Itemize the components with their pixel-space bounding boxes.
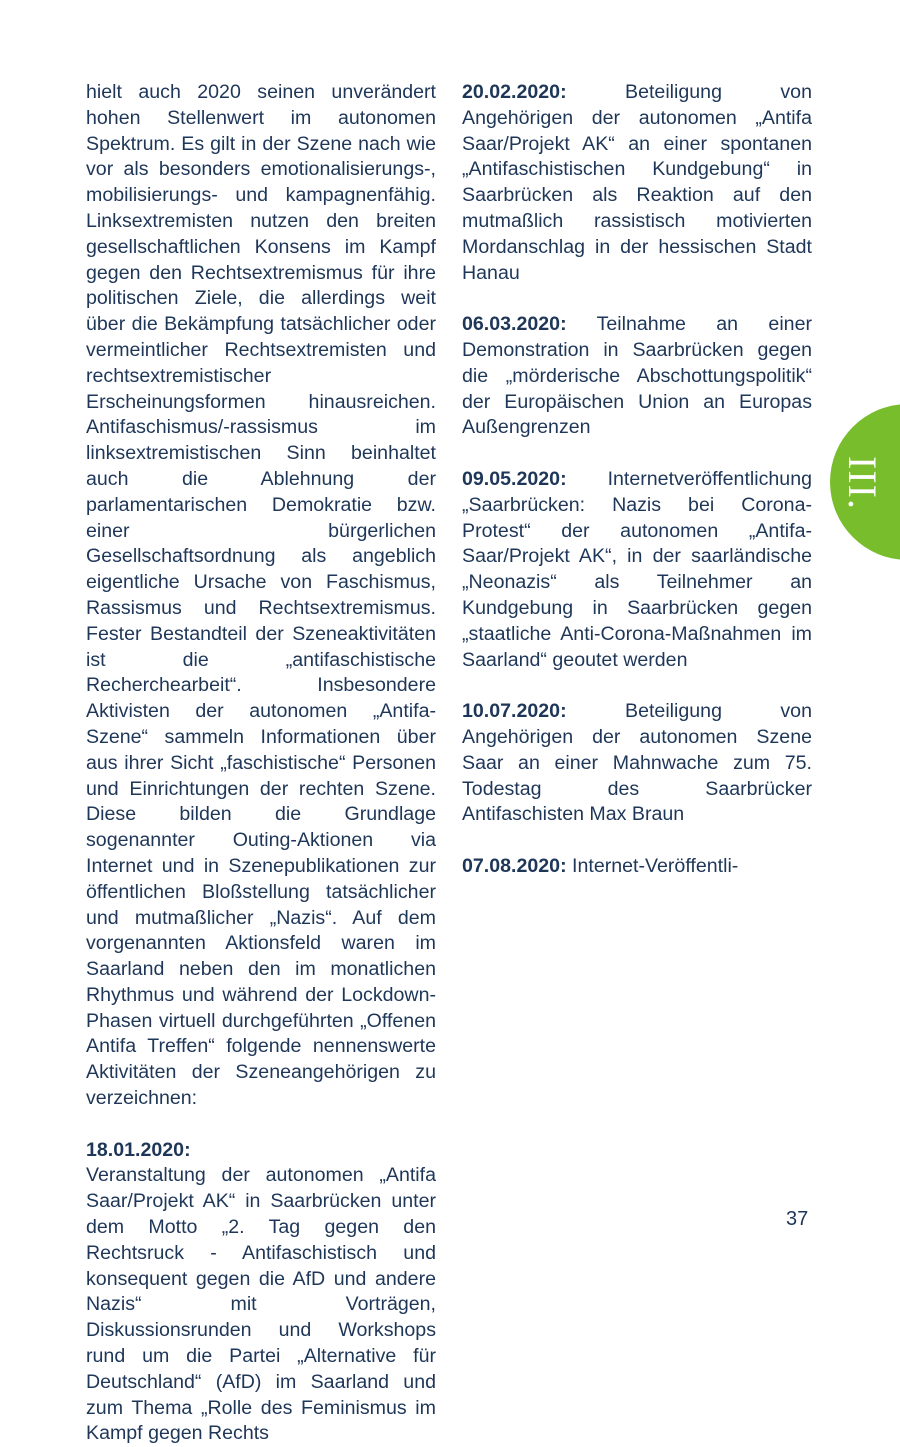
entry-text: Beteiligung von Angehörigen der autonomen Szene Saar an einer Mahnwache zum 75. Todestag des Saarbrücker Antifaschisten Max Braun xyxy=(462,700,812,826)
entry-07-08-2020 xyxy=(462,854,812,880)
right-text-column xyxy=(462,80,812,880)
entry-10-07-2020 xyxy=(462,699,812,828)
entry-date: 09.05.2020: xyxy=(462,467,567,490)
page-number: 37 xyxy=(786,1208,809,1230)
entry-text: Internetveröffentlichung „Saarbrücken: Nazis bei Corona-Protest“ der autonomen „Antifa-Saar/Projekt AK“, in der saarländische „Neonazis“ als Teilnehmer an Kundgebung in Saarbrücken gegen „staatliche Anti-Corona-Maßnahmen im Saarland“ geoutet werden xyxy=(462,467,812,671)
entry-date: 20.02.2020: xyxy=(462,81,567,103)
entry-20-02-2020 xyxy=(462,80,812,286)
entry-text: Beteiligung von Angehörigen der autonomen „Antifa Saar/Projekt AK“ an einer spontanen „Antifaschistischen Kundgebung“ in Saarbrücken als Reaktion auf den mutmaßlich rassistisch motivierten Mordanschlag in der hessischen Stadt Hanau xyxy=(462,81,812,284)
chapter-tab-label: III. xyxy=(840,456,885,510)
entry-text: Teilnahme an einer Demonstration in Saarbrücken gegen die „mörderische Abschottungspolitik“ der Europäischen Union an Europas Außengrenzen xyxy=(462,313,813,439)
entry-text: Veranstaltung der autonomen „Antifa Saar/Projekt AK“ in Saarbrücken unter dem Motto „2. Tag gegen den Rechtsruck - Antifaschistisch und konsequent gegen die AfD und andere Nazis“ mit Vorträgen, Diskussionsrunden und Workshops rund um die Partei „Alternative für Deutschland“ (AfD) im Saarland und zum Thema „Rolle des Feminismus im Kampf gegen Rechts xyxy=(86,1164,436,1445)
left-text-column xyxy=(86,80,436,1447)
entry-date: 06.03.2020: xyxy=(462,313,567,336)
entry-date: 10.07.2020: xyxy=(462,700,567,723)
entry-date: 18.01.2020: xyxy=(86,1138,191,1161)
entry-06-03-2020 xyxy=(462,312,812,441)
entry-text: Internet-Veröffentli- xyxy=(572,854,739,877)
entry-18-01-2020 xyxy=(86,1138,436,1447)
entry-09-05-2020 xyxy=(462,467,812,673)
entry-date: 07.08.2020: xyxy=(462,854,567,877)
intro-paragraph: hielt auch 2020 seinen unverändert hohen Stellenwert im autonomen Spektrum. Es gilt in der Szene nach wie vor als besonders emotionalisierungs-, mobilisierungs- und kampagnenfähig. Linksextremisten nutzen den breiten gesellschaftlichen Konsens im Kampf gegen den Rechtsextremismus für ihre politischen Ziele, die allerdings weit über die Bekämpfung tatsächlicher oder vermeintlicher Rechtsextremisten und rechtsextremistischer Erscheinungsformen hinausreichen. Antifaschismus/-rassismus im linksextremistischen Sinn beinhaltet auch die Ablehnung der parlamentarischen Demokratie bzw. einer bürgerlichen Gesellschaftsordnung als angeblich eigentliche Ursache von Faschismus, Rassismus und Rechtsextremismus. Fester Bestandteil der Szeneaktivitäten ist die „antifaschistische Recherchearbeit“. Insbesondere Aktivisten der autonomen „Antifa-Szene“ sammeln Informationen über aus ihrer Sicht „faschistische“ Personen und Einrichtungen der rechten Szene. Diese bilden die Grundlage sogenannter Outing-Aktionen via Internet und in Szenepublikationen zur öffentlichen Bloßstellung tatsächlicher und mutmaßlicher „Nazis“. Auf dem vorgenannten Aktionsfeld waren im Saarland neben den im monatlichen Rhythmus und während der Lockdown-Phasen virtuell durchgeführten „Offenen Antifa Treffen“ folgende nennenswerte Aktivitäten der Szeneangehörigen zu verzeichnen: xyxy=(86,81,436,1110)
